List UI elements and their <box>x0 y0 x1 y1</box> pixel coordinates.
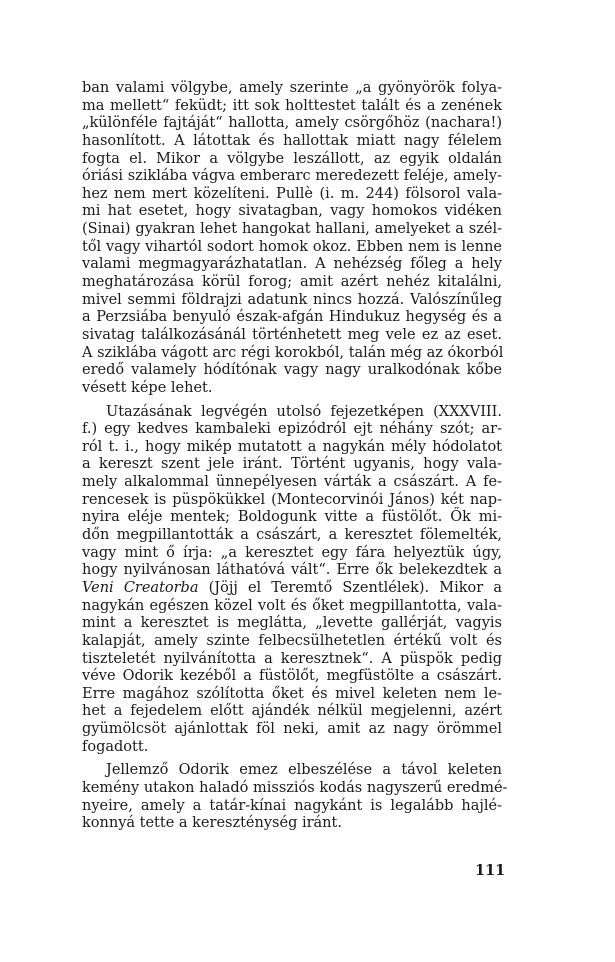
text-line: (Sinai) gyakran lehet hangokat hallani, amelyeket a szél- <box>82 221 502 238</box>
text-line: nyeire, amely a tatár-kínai nagykánt is legalább hajlé- <box>82 797 502 814</box>
text-line: A sziklába vágott arc régi korokból, talán még az ókorból <box>82 344 504 361</box>
text-line: mint a keresztet is meglátta, „levette gallérját, vagyis <box>82 615 502 632</box>
text-line: hez nem mert közelíteni. Pullè (i. m. 244) fölsorol vala- <box>82 185 502 202</box>
text-line: meghatározása körül forog; amit azért nehéz kitalálni, <box>82 274 502 291</box>
text-line: ról t. i., hogy mikép mutatott a nagykán mély hódolatot <box>82 438 502 455</box>
paragraph-3 <box>82 762 508 833</box>
text-line: konnyá tette a kereszténység iránt. <box>82 815 342 832</box>
text-line: mi hat esetet, hogy sivatagban, vagy homokos vidéken <box>82 203 502 220</box>
text-line: Veni Creatorba (Jöjj el Teremtő Szentlélek). Mikor a <box>82 579 502 596</box>
text-line: vésett képe lehet. <box>82 379 213 396</box>
text-line: ma mellett“ feküdt; itt sok holttestet talált és a zenének <box>82 97 502 114</box>
text-line: rencesek is püspökükkel (Montecorvinói János) két nap- <box>82 491 502 508</box>
text-line: dőn megpillantották a császárt, a keresztet fölemelték, <box>82 527 502 544</box>
italic-title: Veni Creatorba <box>82 579 199 596</box>
text-line: fogta el. Mikor a völgybe leszállott, az egyik oldalán <box>82 150 502 167</box>
text-line: hogy nyilvánosan láthatóvá vált“. Erre ők belekezdtek a <box>82 562 502 579</box>
text-line: nyira eléje mentek; Boldogunk vitte a füstölőt. Ők mi- <box>82 509 502 526</box>
text-line: mely alkalommal ünnepélyesen várták a császárt. A fe- <box>82 474 502 491</box>
text-line: hasonlított. A látottak és hallottak miatt nagy félelem <box>82 132 502 149</box>
text-line: gyümölcsöt ajánlottak föl neki, amit az nagy örömmel <box>82 721 502 738</box>
paragraph-2 <box>82 404 502 757</box>
text-line: a kereszt szent jele iránt. Történt ugyanis, hogy vala- <box>82 456 502 473</box>
text-line: tiszteletét nyilvánította a keresztnek“. A püspök pedig <box>82 650 502 667</box>
text-line: a Perzsiába benyuló észak-afgán Hindukuz hegység és a <box>82 309 502 326</box>
text-line: Utazásának legvégén utolsó fejezetképen (XXXVIII. <box>106 403 502 420</box>
paragraph-1 <box>82 80 502 398</box>
text-line: „különféle fajtáját“ hallotta, amely csörgőhöz (nachara!) <box>82 115 502 132</box>
text-line: f.) egy kedves kambaleki epizódról ejt néhány szót; ar- <box>82 421 502 438</box>
text-line: nagykán egészen közel volt és őket megpillantotta, vala- <box>82 597 502 614</box>
text-line: valami megmagyarázhatatlan. A nehézség főleg a hely <box>82 256 502 273</box>
text-line: óriási sziklába vágva emberarc meredezett feléje, amely- <box>82 168 502 185</box>
text-line: ban valami völgybe, amely szerinte „a gyönyörök folya- <box>82 80 502 96</box>
page-number: 111 <box>475 862 506 879</box>
text-line: Jellemző Odorik emez elbeszélése a távol keleten <box>106 762 502 779</box>
text-line: kemény utakon haladó missziós kodás nagyszerű eredmé- <box>82 779 508 796</box>
text-line: sivatag találkozásánál történhetett meg vele ez az eset. <box>82 326 502 343</box>
text-line: mivel semmi földrajzi adatunk nincs hozzá. Valószínűleg <box>82 291 502 308</box>
text-line: véve Odorik kezéből a füstölőt, megfüstölte a császárt. <box>82 668 502 685</box>
text-line: fogadott. <box>82 738 149 755</box>
text-line: eredő valamely hódítónak vagy nagy uralkodónak kőbe <box>82 362 502 379</box>
text-line: het a fejedelem előtt ajándék nélkül megjelenni, azért <box>82 703 502 720</box>
text-line: től vagy vihartól sodort homok okoz. Ebben nem is lenne <box>82 238 502 255</box>
text-line: Erre magához szólította őket és mivel keleten nem le- <box>82 685 502 702</box>
text-line: kalapját, amely szinte felbecsülhetetlen értékű volt és <box>82 632 502 649</box>
text-line: vagy mint ő írja: „a keresztet egy fára helyeztük úgy, <box>82 544 502 561</box>
page-text <box>82 80 508 833</box>
